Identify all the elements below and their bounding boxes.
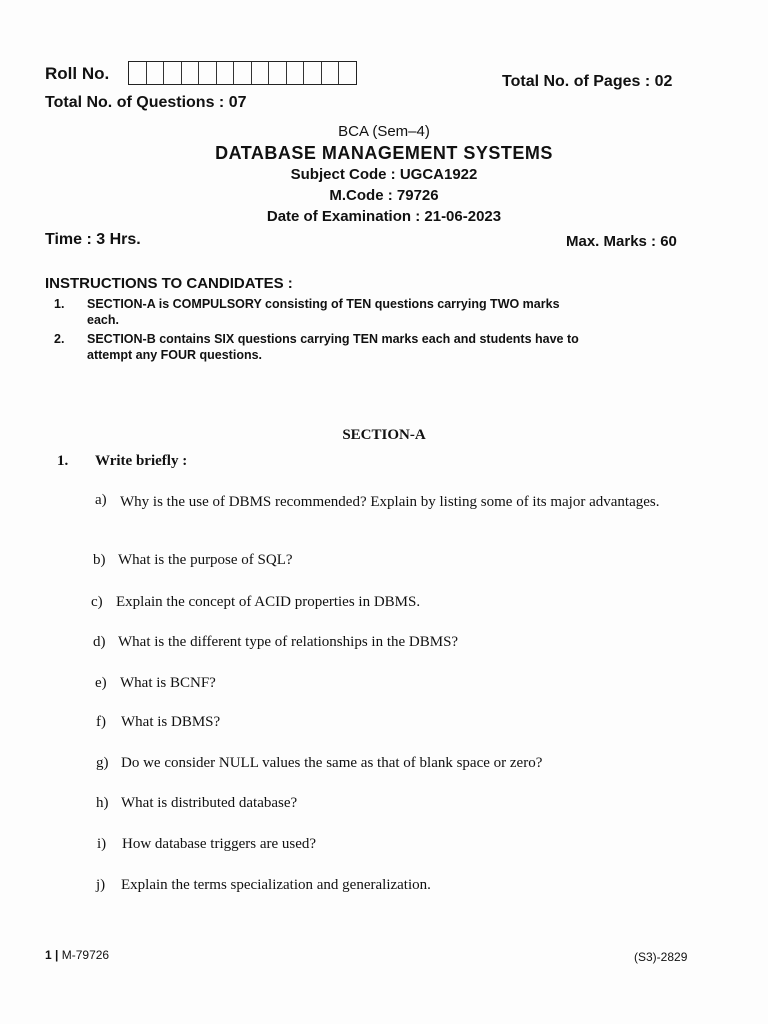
- roll-number-box[interactable]: [304, 62, 322, 84]
- question-number: 1.: [57, 453, 69, 469]
- subject-title: DATABASE MANAGEMENT SYSTEMS: [215, 143, 553, 163]
- sub-question-text: Do we consider NULL values the same as that of blank space or zero?: [121, 755, 543, 771]
- sub-question-label: d): [93, 634, 106, 650]
- roll-number-box[interactable]: [234, 62, 252, 84]
- roll-number-box[interactable]: [199, 62, 217, 84]
- roll-number-box[interactable]: [339, 62, 356, 84]
- sub-question-label: i): [97, 836, 107, 852]
- sub-question-text: What is DBMS?: [121, 714, 221, 730]
- question-title: Write briefly :: [95, 453, 188, 469]
- section-heading: SECTION-A: [342, 427, 426, 443]
- sub-question-label: b): [93, 552, 106, 568]
- sub-question-text: How database triggers are used?: [122, 836, 317, 852]
- sub-question-text: What is distributed database?: [121, 795, 298, 811]
- exam-time: Time : 3 Hrs.: [45, 231, 141, 248]
- roll-number-box[interactable]: [164, 62, 182, 84]
- instruction-text: [87, 296, 560, 328]
- roll-number-box[interactable]: [252, 62, 270, 84]
- course-name: BCA (Sem–4): [338, 123, 430, 140]
- sub-question-label: h): [96, 795, 109, 811]
- sub-question-text: What is the purpose of SQL?: [118, 552, 293, 568]
- total-pages: Total No. of Pages : 02: [502, 73, 673, 90]
- instruction-line: SECTION-A is COMPULSORY consisting of TEN questions carrying TWO marks: [87, 297, 560, 311]
- instruction-line: SECTION-B contains SIX questions carrying TEN marks each and students have to: [87, 332, 579, 346]
- footer-page-code: [45, 948, 109, 962]
- m-code: M.Code : 79726: [329, 187, 439, 204]
- page-number: 1: [45, 948, 52, 962]
- roll-number-box[interactable]: [287, 62, 305, 84]
- instruction-line: each.: [87, 313, 119, 327]
- footer-mcode: M-79726: [61, 948, 110, 962]
- roll-number-box[interactable]: [217, 62, 235, 84]
- sub-question-text: What is the different type of relationships in the DBMS?: [118, 634, 459, 650]
- roll-number-box[interactable]: [322, 62, 340, 84]
- max-marks: Max. Marks : 60: [566, 233, 677, 250]
- roll-number-box[interactable]: [269, 62, 287, 84]
- sub-question-text: Why is the use of DBMS recommended? Explain by listing some of its major advantages.: [120, 494, 660, 510]
- exam-date: Date of Examination : 21-06-2023: [266, 208, 502, 225]
- roll-number-label: Roll No.: [45, 64, 110, 83]
- sub-question-text: Explain the terms specialization and generalization.: [121, 877, 431, 893]
- sub-question-label: f): [96, 714, 106, 730]
- sub-question-label: c): [91, 594, 103, 610]
- total-questions: Total No. of Questions : 07: [45, 94, 247, 111]
- sub-question-label: a): [95, 492, 107, 508]
- sub-question-text: What is BCNF?: [120, 675, 216, 691]
- roll-number-box[interactable]: [182, 62, 200, 84]
- footer-separator: |: [55, 948, 59, 962]
- instruction-line: attempt any FOUR questions.: [87, 348, 263, 362]
- instruction-number: 2.: [54, 332, 65, 346]
- instruction-text: [87, 331, 579, 363]
- subject-code: Subject Code : UGCA1922: [290, 166, 478, 183]
- roll-number-box[interactable]: [129, 62, 147, 84]
- roll-number-box[interactable]: [147, 62, 165, 84]
- roll-number-boxes[interactable]: [128, 61, 357, 85]
- sub-question-label: e): [95, 675, 107, 691]
- instructions-heading: INSTRUCTIONS TO CANDIDATES :: [45, 275, 293, 292]
- footer-series-code: (S3)-2829: [634, 950, 688, 964]
- sub-question-text: Explain the concept of ACID properties in DBMS.: [116, 594, 421, 610]
- sub-question-label: g): [96, 755, 109, 771]
- instruction-number: 1.: [54, 297, 65, 311]
- sub-question-label: j): [96, 877, 106, 893]
